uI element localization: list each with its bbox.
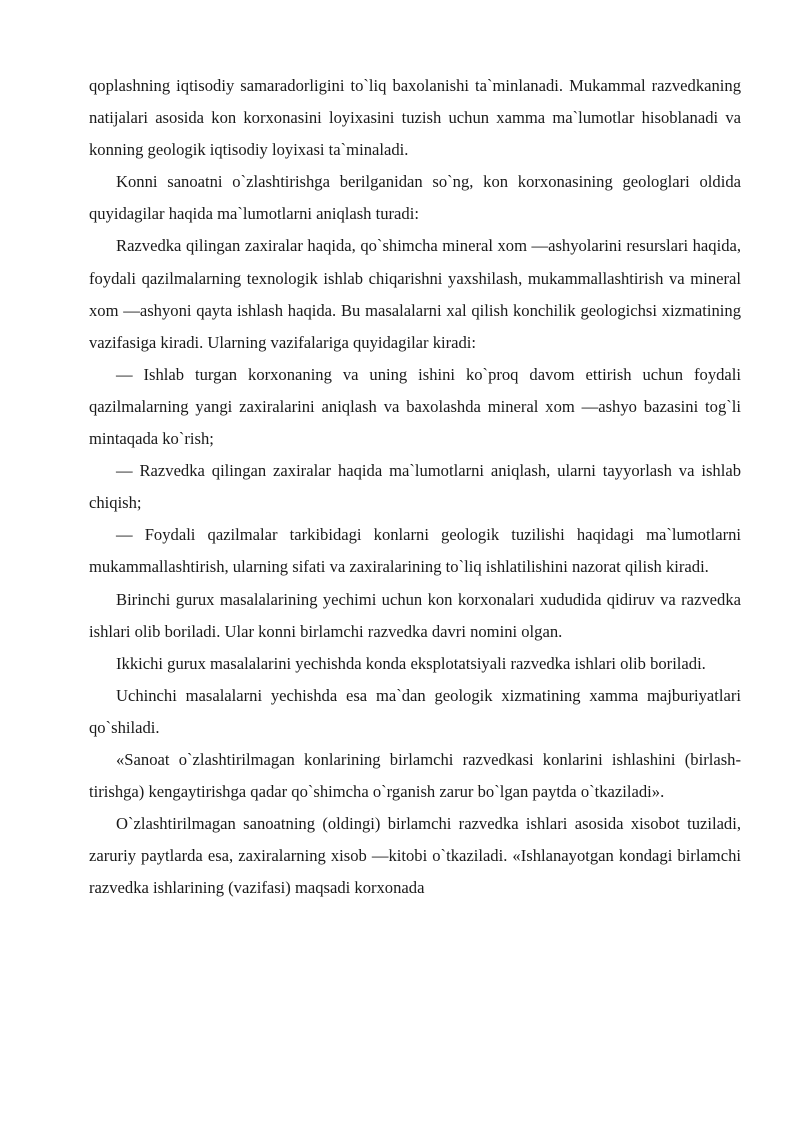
paragraph-7: Birinchi gurux masalalarining yechimi uchun kon korxonalari xududida qidiruv va razvedka ishlari olib boriladi. Ular konni birlamchi razvedka davri nomini olgan. <box>89 589 741 641</box>
paragraph-9: Uchinchi masalalarni yechishda esa ma`dan geologik xizmatining xamma majburiyatlari qo`shiladi. <box>89 685 741 737</box>
paragraph-6: — Foydali qazilmalar tarkibidagi konlarni geologik tuzilishi haqidagi ma`lumotlarni mukammallashtirish, ularning sifati va zaxiralarining to`liq ishlatilishini nazorat qilish kiradi. <box>89 525 741 577</box>
paragraph-2: Konni sanoatni o`zlashtirishga berilganidan so`ng, kon korxonasining geologlari oldida quyidagilar haqida ma`lumotlarni aniqlash turadi: <box>89 172 741 224</box>
paragraph-8: Ikkichi gurux masalalarini yechishda konda eksplotatsiyali razvedka ishlari olib boriladi. <box>116 653 706 673</box>
paragraph-10: «Sanoat o`zlashtirilmagan konlarining birlamchi razvedkasi konlarini ishlashini (birlash-tirishga) kengaytirishga qadar qo`shimcha o`rganish zarur bo`lgan paytda o`tkaziladi». <box>89 749 741 802</box>
paragraph-11: O`zlashtirilmagan sanoatning (oldingi) birlamchi razvedka ishlari asosida xisobot tuziladi, zaruriy paytlarda esa, zaxiralarning xisob —kitobi o`tkaziladi. «Ishlanayotgan kondagi birlamchi razvedka ishlarining (vazifasi) maqsadi korxonada <box>89 814 741 898</box>
paragraph-5: — Razvedka qilingan zaxiralar haqida ma`lumotlarni aniqlash, ularni tayyorlash va ishlab chiqish; <box>89 461 741 513</box>
paragraph-1: qoplashning iqtisodiy samaradorligini to`liq baxolanishi ta`minlanadi. Mukammal razvedkaning natijalari asosida kon korxonasini loyixasini tuzish uchun xamma ma`lumotlar hisoblanadi va konning geologik iqtisodiy loyixasi ta`minaladi. <box>89 76 741 160</box>
document-page <box>89 70 741 904</box>
paragraph-3: Razvedka qilingan zaxiralar haqida, qo`shimcha mineral xom —ashyolarini resurslari haqida, foydali qazilmalarning texnologik ishlab chiqarishni yaxshilash, mukammallashtirish va mineral xom —ashyoni qayta ishlash haqida. Bu masalalarni xal qilish konchilik geologichsi xizmatining vazifasiga kiradi. Ularning vazifalariga quyidagilar kiradi: <box>89 236 741 352</box>
paragraph-4: — Ishlab turgan korxonaning va uning ishini ko`proq davom ettirish uchun foydali qazilmalarning yangi zaxiralarini aniqlash va baxolashda mineral xom —ashyo bazasini tog`li mintaqada ko`rish; <box>89 364 741 449</box>
